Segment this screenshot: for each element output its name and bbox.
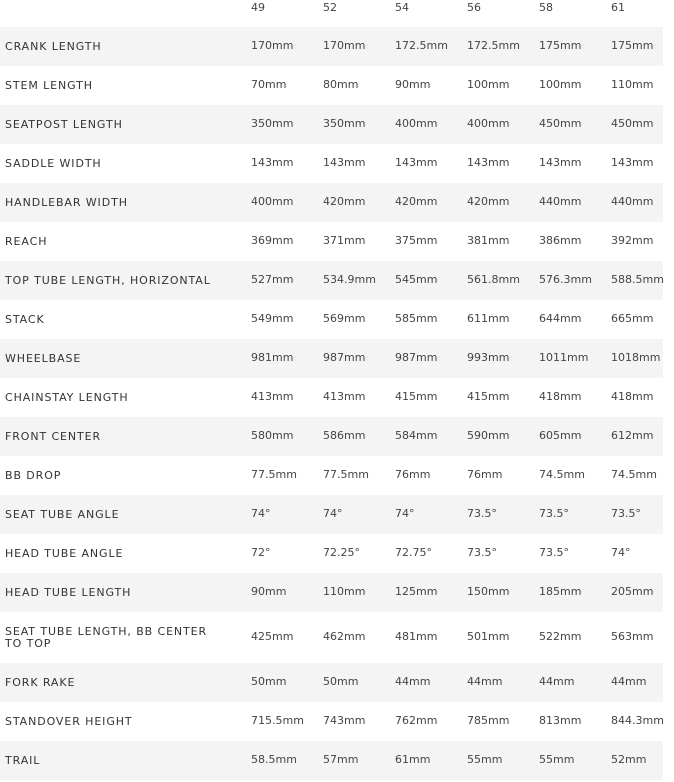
size-header-49: 49 (251, 1, 265, 14)
table-cell: 420mm (395, 194, 438, 208)
table-cell: 72.25° (323, 545, 360, 559)
table-cell: 143mm (395, 155, 438, 169)
table-cell: 350mm (251, 116, 294, 130)
table-row (0, 339, 663, 378)
size-header-52: 52 (323, 1, 337, 14)
table-cell: 70mm (251, 77, 287, 91)
table-row (0, 66, 663, 105)
row-label: SEAT TUBE LENGTH, BB CENTER TO TOP (5, 624, 208, 650)
table-cell: 76mm (467, 467, 503, 481)
table-row (0, 144, 663, 183)
table-cell: 762mm (395, 713, 438, 727)
size-header-row (0, 0, 674, 27)
table-row (0, 702, 663, 741)
row-label: BB DROP (5, 468, 62, 482)
table-cell: 420mm (323, 194, 366, 208)
table-cell: 400mm (395, 116, 438, 130)
table-row (0, 612, 663, 663)
table-cell: 1018mm (611, 350, 661, 364)
table-row (0, 573, 663, 612)
row-label: HANDLEBAR WIDTH (5, 195, 128, 209)
table-cell: 415mm (395, 389, 438, 403)
table-cell: 462mm (323, 629, 366, 643)
table-cell: 569mm (323, 311, 366, 325)
table-cell: 611mm (467, 311, 510, 325)
table-cell: 381mm (467, 233, 510, 247)
table-cell: 392mm (611, 233, 654, 247)
size-header-54: 54 (395, 1, 409, 14)
table-cell: 586mm (323, 428, 366, 442)
table-cell: 440mm (611, 194, 654, 208)
table-cell: 844.3mm (611, 713, 664, 727)
table-cell: 74° (323, 506, 343, 520)
table-cell: 612mm (611, 428, 654, 442)
table-cell: 418mm (611, 389, 654, 403)
table-cell: 74.5mm (539, 467, 585, 481)
table-cell: 175mm (611, 38, 654, 52)
table-cell: 80mm (323, 77, 359, 91)
row-label: SEAT TUBE ANGLE (5, 507, 120, 521)
table-cell: 172.5mm (467, 38, 520, 52)
table-cell: 72.75° (395, 545, 432, 559)
table-cell: 76mm (395, 467, 431, 481)
row-label: CHAINSTAY LENGTH (5, 390, 129, 404)
table-row (0, 534, 663, 573)
table-body (0, 27, 674, 780)
table-row (0, 261, 663, 300)
table-cell: 100mm (539, 77, 582, 91)
table-row (0, 417, 663, 456)
table-cell: 743mm (323, 713, 366, 727)
table-cell: 534.9mm (323, 272, 376, 286)
table-cell: 386mm (539, 233, 582, 247)
table-cell: 74.5mm (611, 467, 657, 481)
table-row (0, 741, 663, 780)
table-cell: 522mm (539, 629, 582, 643)
row-label: STACK (5, 312, 45, 326)
table-cell: 172.5mm (395, 38, 448, 52)
table-cell: 143mm (539, 155, 582, 169)
table-cell: 90mm (395, 77, 431, 91)
table-row (0, 456, 663, 495)
table-cell: 549mm (251, 311, 294, 325)
table-cell: 588.5mm (611, 272, 664, 286)
table-cell: 981mm (251, 350, 294, 364)
table-cell: 715.5mm (251, 713, 304, 727)
table-cell: 72° (251, 545, 271, 559)
table-cell: 580mm (251, 428, 294, 442)
table-row (0, 495, 663, 534)
table-cell: 170mm (323, 38, 366, 52)
table-cell: 170mm (251, 38, 294, 52)
table-cell: 665mm (611, 311, 654, 325)
row-label: SADDLE WIDTH (5, 156, 102, 170)
table-cell: 77.5mm (323, 467, 369, 481)
table-cell: 74° (251, 506, 271, 520)
size-header-61: 61 (611, 1, 625, 14)
table-cell: 576.3mm (539, 272, 592, 286)
table-row (0, 300, 663, 339)
size-header-56: 56 (467, 1, 481, 14)
table-cell: 73.5° (467, 506, 497, 520)
row-label: REACH (5, 234, 48, 248)
table-cell: 61mm (395, 752, 431, 766)
table-row (0, 183, 663, 222)
table-cell: 371mm (323, 233, 366, 247)
table-cell: 50mm (323, 674, 359, 688)
table-row (0, 663, 663, 702)
table-cell: 185mm (539, 584, 582, 598)
row-label: FRONT CENTER (5, 429, 102, 443)
table-cell: 605mm (539, 428, 582, 442)
table-cell: 74° (395, 506, 415, 520)
table-cell: 450mm (539, 116, 582, 130)
row-label: SEATPOST LENGTH (5, 117, 123, 131)
table-cell: 413mm (323, 389, 366, 403)
table-cell: 585mm (395, 311, 438, 325)
table-cell: 415mm (467, 389, 510, 403)
table-cell: 44mm (611, 674, 647, 688)
table-row (0, 27, 663, 66)
table-cell: 143mm (611, 155, 654, 169)
table-cell: 58.5mm (251, 752, 297, 766)
table-cell: 369mm (251, 233, 294, 247)
row-label: TRAIL (5, 753, 41, 767)
row-label: HEAD TUBE ANGLE (5, 546, 124, 560)
table-cell: 73.5° (539, 545, 569, 559)
table-cell: 52mm (611, 752, 647, 766)
table-cell: 527mm (251, 272, 294, 286)
row-label: FORK RAKE (5, 675, 76, 689)
size-header-58: 58 (539, 1, 553, 14)
row-label: TOP TUBE LENGTH, HORIZONTAL (5, 273, 211, 287)
table-cell: 55mm (539, 752, 575, 766)
table-cell: 73.5° (539, 506, 569, 520)
table-cell: 143mm (323, 155, 366, 169)
table-cell: 418mm (539, 389, 582, 403)
row-label: STANDOVER HEIGHT (5, 714, 133, 728)
table-cell: 143mm (467, 155, 510, 169)
table-row (0, 105, 663, 144)
table-cell: 420mm (467, 194, 510, 208)
table-cell: 57mm (323, 752, 359, 766)
row-label: STEM LENGTH (5, 78, 93, 92)
row-label: WHEELBASE (5, 351, 82, 365)
table-cell: 785mm (467, 713, 510, 727)
table-cell: 993mm (467, 350, 510, 364)
table-cell: 545mm (395, 272, 438, 286)
table-cell: 143mm (251, 155, 294, 169)
table-cell: 77.5mm (251, 467, 297, 481)
table-cell: 584mm (395, 428, 438, 442)
table-cell: 425mm (251, 629, 294, 643)
table-cell: 73.5° (467, 545, 497, 559)
table-cell: 44mm (539, 674, 575, 688)
table-cell: 175mm (539, 38, 582, 52)
table-cell: 813mm (539, 713, 582, 727)
table-cell: 1011mm (539, 350, 589, 364)
table-cell: 74° (611, 545, 631, 559)
table-row (0, 378, 663, 417)
table-cell: 125mm (395, 584, 438, 598)
table-cell: 440mm (539, 194, 582, 208)
table-cell: 110mm (323, 584, 366, 598)
table-cell: 110mm (611, 77, 654, 91)
table-cell: 150mm (467, 584, 510, 598)
table-cell: 501mm (467, 629, 510, 643)
table-cell: 561.8mm (467, 272, 520, 286)
table-cell: 400mm (251, 194, 294, 208)
table-cell: 350mm (323, 116, 366, 130)
row-label: CRANK LENGTH (5, 39, 102, 53)
table-cell: 987mm (323, 350, 366, 364)
table-row (0, 222, 663, 261)
table-cell: 50mm (251, 674, 287, 688)
table-cell: 55mm (467, 752, 503, 766)
table-cell: 44mm (395, 674, 431, 688)
table-cell: 644mm (539, 311, 582, 325)
table-cell: 413mm (251, 389, 294, 403)
table-cell: 100mm (467, 77, 510, 91)
table-cell: 590mm (467, 428, 510, 442)
table-cell: 400mm (467, 116, 510, 130)
row-label: HEAD TUBE LENGTH (5, 585, 132, 599)
table-cell: 90mm (251, 584, 287, 598)
table-cell: 481mm (395, 629, 438, 643)
table-cell: 44mm (467, 674, 503, 688)
table-cell: 563mm (611, 629, 654, 643)
table-cell: 375mm (395, 233, 438, 247)
table-cell: 987mm (395, 350, 438, 364)
table-cell: 205mm (611, 584, 654, 598)
table-cell: 73.5° (611, 506, 641, 520)
table-cell: 450mm (611, 116, 654, 130)
